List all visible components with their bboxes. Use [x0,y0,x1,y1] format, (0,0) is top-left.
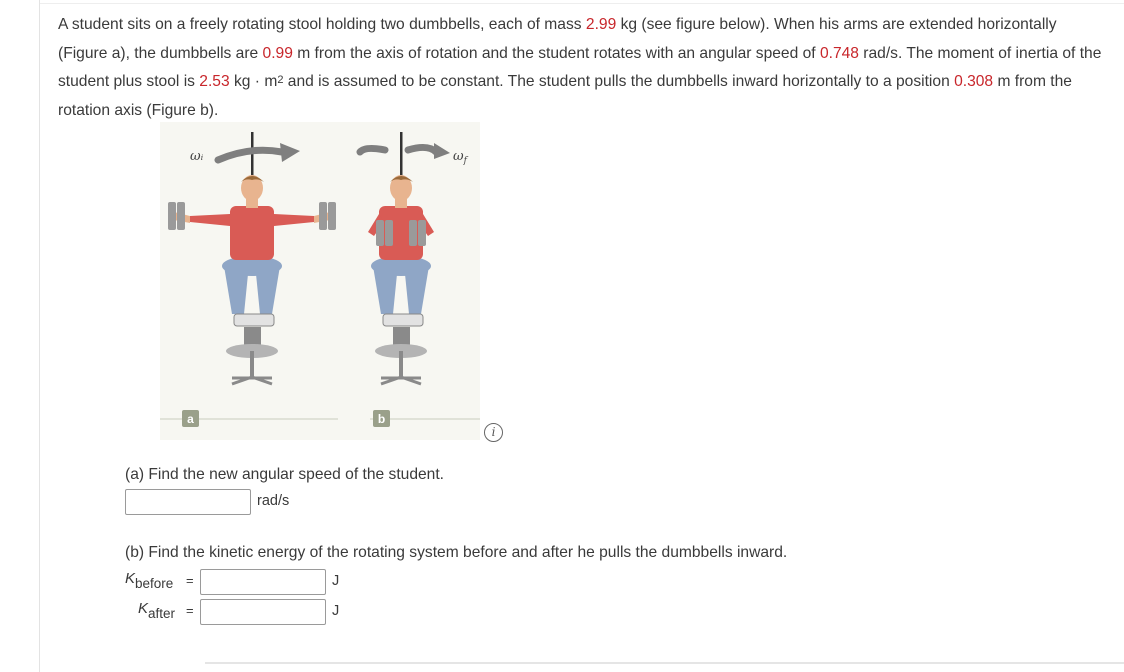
k-before-input[interactable] [200,569,326,595]
k-after-equals: = [186,603,194,618]
k-after-unit: J [332,603,340,619]
k-after-label: Kafter [138,600,176,621]
k-after-input[interactable] [200,599,326,625]
initial-angular-speed-value: 0.748 [819,44,859,62]
problem-statement: A student sits on a freely rotating stool holding two dumbbells, each of mass 2.99 kg (see figure below). When his arms are extended horizontally (Figure a), the dumbbells are 0.99 m from the axis of rotation and the student rotates with an angular speed of 0.748 rad/s. The moment of inertia of the student plus stool is 2.53 kg · $m^2$ and is assumed to be constant. The student pulls the dumbbells inward horizontally to a position 0.308 m from the rotation axis (Figure b). [58,16,1102,119]
initial-radius-value: 0.99 [262,44,293,62]
page-left-border [39,0,40,672]
moment-of-inertia-value: 2.53 [199,73,230,90]
k-before-unit: J [332,573,340,589]
angular-speed-input[interactable] [125,489,251,515]
final-radius-value: 0.308 [954,73,994,90]
part-a-question: (a) Find the new angular speed of the student. [125,466,445,483]
omega-i-label: ωᵢ [190,149,204,164]
mass-value: 2.99 [585,16,617,33]
k-before-label: Kbefore [125,570,174,591]
info-icon[interactable]: i [484,423,503,442]
k-before-equals: = [186,573,194,588]
page-top-border [40,3,1124,4]
figure-b-label: b [377,412,386,426]
omega-f-label: $\omega_f$ [453,149,467,166]
part-a-unit: rad/s [257,493,290,509]
dumbbell-student-figure [160,122,480,440]
part-b-question: (b) Find the kinetic energy of the rotating system before and after he pulls the dumbbells inward. [125,544,788,561]
bottom-divider [205,662,1124,664]
figure-a-label: a [187,412,194,426]
